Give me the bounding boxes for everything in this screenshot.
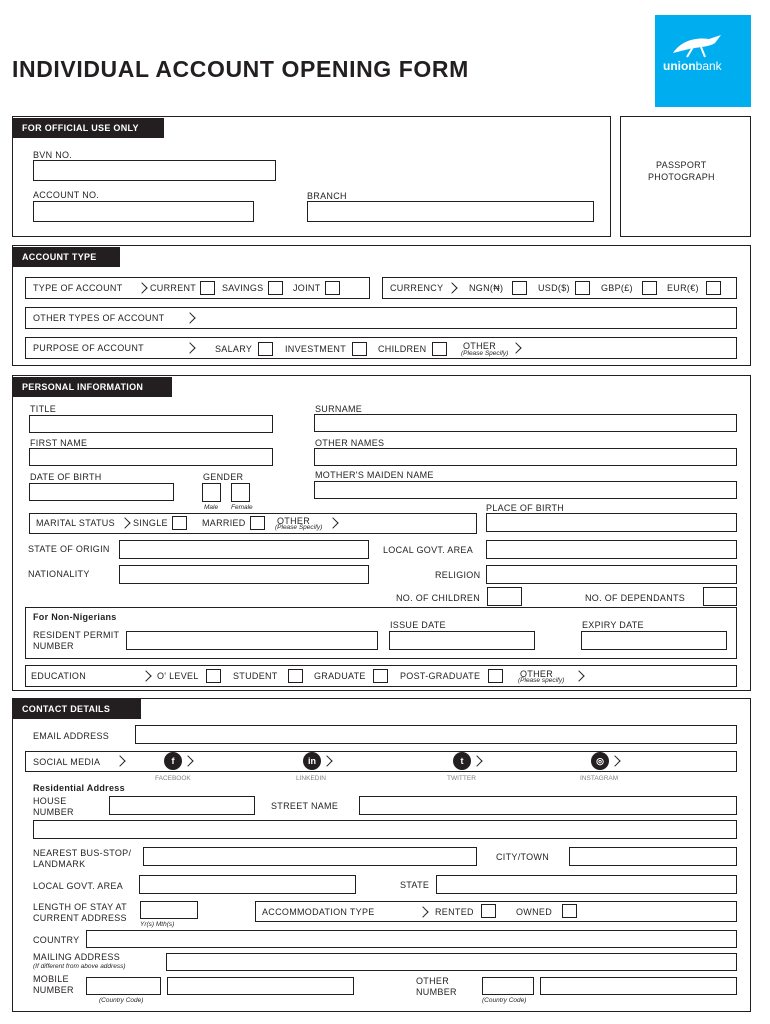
email-label: EMAIL ADDRESS: [33, 731, 110, 741]
facebook-label: FACEBOOK: [155, 775, 191, 782]
passport-label-2: PHOTOGRAPH: [648, 172, 715, 182]
no-dependants-label: NO. OF DEPENDANTS: [585, 593, 686, 603]
branch-input[interactable]: [307, 201, 594, 222]
page-title: INDIVIDUAL ACCOUNT OPENING FORM: [12, 56, 469, 82]
dob-label: DATE OF BIRTH: [30, 472, 102, 482]
marital-status-label: MARITAL STATUS: [36, 518, 115, 528]
salary-label: SALARY: [215, 344, 253, 354]
gender-label: GENDER: [203, 472, 244, 482]
issue-date-label: ISSUE DATE: [390, 620, 446, 630]
other-number-label-2: NUMBER: [416, 987, 457, 997]
education-label: EDUCATION: [31, 671, 87, 681]
type-of-account-label: TYPE OF ACCOUNT: [33, 283, 123, 293]
investment-label: INVESTMENT: [285, 344, 347, 354]
joint-label: JOINT: [293, 283, 321, 293]
savings-label: SAVINGS: [222, 283, 264, 293]
bus-stop-input[interactable]: [143, 847, 477, 866]
house-number-label-1: HOUSE: [33, 796, 67, 806]
other-types-label: OTHER TYPES OF ACCOUNT: [33, 313, 165, 323]
female-label: Female: [231, 504, 253, 511]
place-of-birth-input[interactable]: [486, 513, 737, 532]
rented-checkbox[interactable]: [481, 904, 496, 918]
children-label: CHILDREN: [378, 344, 427, 354]
gbp-checkbox[interactable]: [642, 281, 657, 295]
contact-header: CONTACT DETAILS: [12, 699, 141, 719]
twitter-icon[interactable]: t: [453, 752, 471, 770]
maiden-name-label: MOTHER'S MAIDEN NAME: [315, 470, 434, 480]
personal-header: PERSONAL INFORMATION: [12, 377, 172, 397]
account-no-label: ACCOUNT NO.: [33, 190, 100, 200]
married-checkbox[interactable]: [250, 516, 265, 530]
logo-wordmark: unionbank: [663, 59, 722, 73]
branch-label: BRANCH: [307, 191, 347, 201]
other-number-input[interactable]: [540, 977, 737, 995]
religion-label: RELIGION: [435, 570, 481, 580]
state-input[interactable]: [436, 875, 737, 894]
residential-address-label: Residential Address: [33, 783, 125, 793]
education-other-label: OTHER: [520, 669, 553, 679]
purpose-label: PURPOSE OF ACCOUNT: [33, 343, 144, 353]
other-country-code-label: (Country Code): [482, 997, 527, 1004]
house-number-input[interactable]: [109, 796, 255, 815]
mailing-address-note: (If different from above address): [33, 963, 126, 970]
o-level-checkbox[interactable]: [206, 669, 221, 683]
current-label: CURRENT: [150, 283, 197, 293]
lga-label: LOCAL GOVT. AREA: [383, 545, 473, 555]
mobile-number-input[interactable]: [167, 977, 354, 995]
mobile-label-2: NUMBER: [33, 985, 74, 995]
post-graduate-label: POST-GRADUATE: [400, 671, 481, 681]
city-input[interactable]: [569, 847, 737, 866]
horse-logo-icon: [669, 33, 729, 59]
state-of-origin-label: STATE OF ORIGIN: [28, 544, 110, 554]
rented-label: RENTED: [435, 907, 474, 917]
owned-label: OWNED: [516, 907, 552, 917]
street-name-input[interactable]: [359, 796, 737, 815]
married-label: MARRIED: [202, 518, 246, 528]
surname-input[interactable]: [314, 414, 737, 432]
linkedin-label: LINKEDIN: [296, 775, 326, 782]
no-dependants-input[interactable]: [703, 587, 737, 606]
expiry-date-input[interactable]: [581, 631, 727, 650]
no-children-label: NO. OF CHILDREN: [396, 593, 481, 603]
post-graduate-checkbox[interactable]: [488, 669, 503, 683]
currency-label: CURRENCY: [390, 283, 444, 293]
official-header: FOR OFFICIAL USE ONLY: [12, 118, 164, 138]
social-media-row: [25, 751, 737, 772]
contact-lga-input[interactable]: [139, 875, 356, 894]
education-please-specify: (Please specify): [518, 677, 565, 684]
mobile-country-code-label: (Country Code): [99, 997, 144, 1004]
graduate-label: GRADUATE: [314, 671, 366, 681]
student-checkbox[interactable]: [288, 669, 303, 683]
other-country-code-input[interactable]: [482, 977, 534, 995]
usd-label: USD($): [538, 283, 570, 293]
owned-checkbox[interactable]: [562, 904, 577, 918]
marital-please-specify: (Please Specify): [275, 524, 323, 531]
union-bank-logo: [655, 15, 751, 107]
bus-stop-label-2: LANDMARK: [33, 859, 86, 869]
street-name-input-2[interactable]: [33, 820, 737, 839]
no-children-input[interactable]: [487, 587, 522, 606]
student-label: STUDENT: [233, 671, 278, 681]
expiry-date-label: EXPIRY DATE: [582, 620, 644, 630]
salary-checkbox[interactable]: [258, 342, 273, 356]
accommodation-label: ACCOMMODATION TYPE: [262, 907, 375, 917]
lga-input[interactable]: [486, 540, 737, 559]
facebook-icon[interactable]: f: [164, 752, 182, 770]
other-names-input[interactable]: [314, 448, 737, 466]
instagram-icon[interactable]: ◎: [591, 752, 609, 770]
state-label: STATE: [400, 880, 430, 890]
country-input[interactable]: [86, 930, 737, 948]
resident-permit-input[interactable]: [126, 631, 378, 650]
savings-checkbox[interactable]: [268, 281, 283, 295]
first-name-label: FIRST NAME: [30, 438, 88, 448]
state-of-origin-input[interactable]: [119, 540, 369, 559]
passport-label-1: PASSPORT: [656, 160, 707, 170]
yrs-mths-label: Yr(s) Mth(s): [140, 921, 175, 928]
resident-permit-label-1: RESIDENT PERMIT: [33, 630, 120, 640]
social-media-label: SOCIAL MEDIA: [33, 757, 101, 767]
linkedin-icon[interactable]: in: [303, 752, 321, 770]
bvn-input[interactable]: [33, 160, 276, 181]
first-name-input[interactable]: [29, 448, 273, 466]
instagram-label: INSTAGRAM: [580, 775, 619, 782]
graduate-checkbox[interactable]: [373, 669, 388, 683]
mailing-address-label: MAILING ADDRESS: [33, 952, 121, 962]
title-label: TITLE: [30, 404, 57, 414]
marital-other-label: OTHER: [277, 516, 310, 526]
account-no-input[interactable]: [33, 201, 254, 222]
male-checkbox[interactable]: [202, 483, 221, 502]
country-label: COUNTRY: [33, 935, 80, 945]
male-label: Male: [204, 504, 219, 511]
single-label: SINGLE: [133, 518, 168, 528]
ngn-checkbox[interactable]: [512, 281, 527, 295]
twitter-label: TWITTER: [447, 775, 476, 782]
nationality-label: NATIONALITY: [28, 569, 90, 579]
usd-checkbox[interactable]: [575, 281, 590, 295]
issue-date-input[interactable]: [389, 631, 535, 650]
other-names-label: OTHER NAMES: [315, 438, 385, 448]
gbp-label: GBP(£): [601, 283, 633, 293]
stay-input[interactable]: [140, 901, 198, 919]
resident-permit-label-2: NUMBER: [33, 641, 74, 651]
bus-stop-label-1: NEAREST BUS-STOP/: [33, 848, 132, 858]
single-checkbox[interactable]: [172, 516, 187, 530]
nationality-input[interactable]: [119, 565, 369, 584]
investment-checkbox[interactable]: [352, 342, 367, 356]
purpose-please-specify: (Please Specify): [461, 350, 509, 357]
email-input[interactable]: [135, 725, 737, 744]
contact-lga-label: LOCAL GOVT. AREA: [33, 881, 123, 891]
female-checkbox[interactable]: [231, 483, 250, 502]
street-name-label: STREET NAME: [271, 801, 339, 811]
house-number-label-2: NUMBER: [33, 807, 74, 817]
city-label: CITY/TOWN: [496, 852, 550, 862]
stay-label-2: CURRENT ADDRESS: [33, 913, 127, 923]
mailing-address-input[interactable]: [166, 953, 737, 971]
ngn-label: NGN(₦): [469, 283, 504, 293]
eur-checkbox[interactable]: [706, 281, 721, 295]
maiden-name-input[interactable]: [314, 481, 737, 499]
mobile-label-1: MOBILE: [33, 974, 69, 984]
account-type-header: ACCOUNT TYPE: [12, 247, 120, 267]
title-input[interactable]: [29, 415, 273, 433]
stay-label-1: LENGTH OF STAY AT: [33, 902, 127, 912]
dob-input[interactable]: [29, 483, 174, 501]
eur-label: EUR(€): [667, 283, 699, 293]
o-level-label: O' LEVEL: [157, 671, 199, 681]
children-checkbox[interactable]: [432, 342, 447, 356]
bvn-label: BVN NO.: [33, 150, 73, 160]
current-checkbox[interactable]: [200, 281, 215, 295]
surname-label: SURNAME: [315, 404, 363, 414]
joint-checkbox[interactable]: [325, 281, 340, 295]
mobile-country-code-input[interactable]: [86, 977, 161, 995]
other-number-label-1: OTHER: [416, 976, 449, 986]
place-of-birth-label: PLACE OF BIRTH: [486, 503, 565, 513]
non-nigerians-label: For Non-Nigerians: [33, 612, 117, 622]
religion-input[interactable]: [486, 565, 737, 584]
purpose-other-label: OTHER: [463, 341, 496, 351]
